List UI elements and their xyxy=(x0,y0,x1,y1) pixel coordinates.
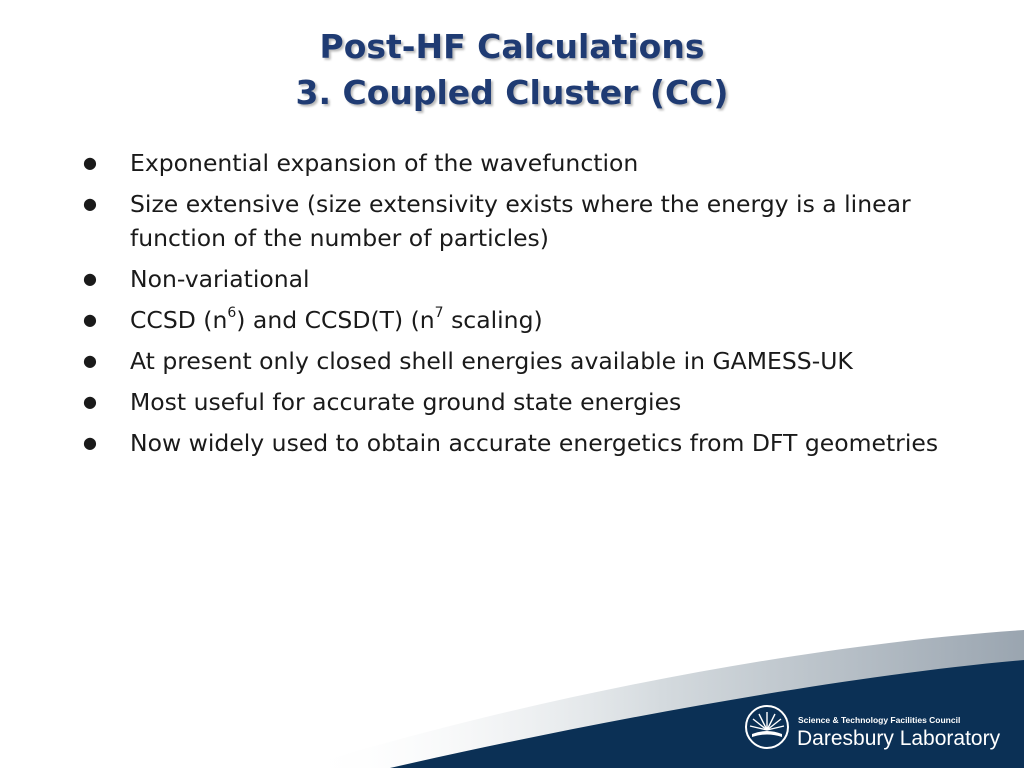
exponent-7: 7 xyxy=(434,305,444,322)
bullet-text-part: ) and CCSD(T) (n xyxy=(236,306,435,334)
bullet-item xyxy=(80,426,960,460)
slide-title-line-1: Post-HF Calculations xyxy=(319,27,705,66)
bullet-item xyxy=(80,262,960,296)
bullet-dot: ● xyxy=(83,351,97,370)
bullet-list xyxy=(80,146,960,467)
bullet-dot: ● xyxy=(83,392,97,411)
bullet-dot: ● xyxy=(83,310,97,329)
bullet-text: Exponential expansion of the wavefunction xyxy=(130,149,639,177)
bullet-dot: ● xyxy=(83,433,97,452)
bullet-item xyxy=(80,303,960,337)
bullet-text: Size extensive (size extensivity exists where the energy is a linear function of the number of particles) xyxy=(130,190,911,252)
council-name: Science & Technology Facilities Council xyxy=(798,715,961,725)
bullet-text: Most useful for accurate ground state energies xyxy=(130,388,682,416)
bullet-text: Non-variational xyxy=(130,265,310,293)
bullet-dot: ● xyxy=(83,194,97,213)
lab-name: Daresbury Laboratory xyxy=(797,727,1001,750)
bullet-text-part: CCSD (n xyxy=(130,306,228,334)
daresbury-logo xyxy=(744,700,1014,760)
bullet-text: At present only closed shell energies available in GAMESS-UK xyxy=(130,347,853,375)
bullet-dot: ● xyxy=(83,153,97,172)
bullet-dot: ● xyxy=(83,269,97,288)
bullet-item xyxy=(80,344,960,378)
bullet-text-part: scaling) xyxy=(443,306,543,334)
bullet-item xyxy=(80,146,960,180)
bullet-text xyxy=(130,306,543,334)
slide-title xyxy=(0,24,1024,116)
bullet-item xyxy=(80,385,960,419)
slide-title-line-2: 3. Coupled Cluster (CC) xyxy=(295,73,729,112)
sunburst-logo-icon xyxy=(744,704,790,750)
bullet-text: Now widely used to obtain accurate energetics from DFT geometries xyxy=(130,429,939,457)
bullet-item xyxy=(80,187,960,255)
exponent-6: 6 xyxy=(227,305,237,322)
